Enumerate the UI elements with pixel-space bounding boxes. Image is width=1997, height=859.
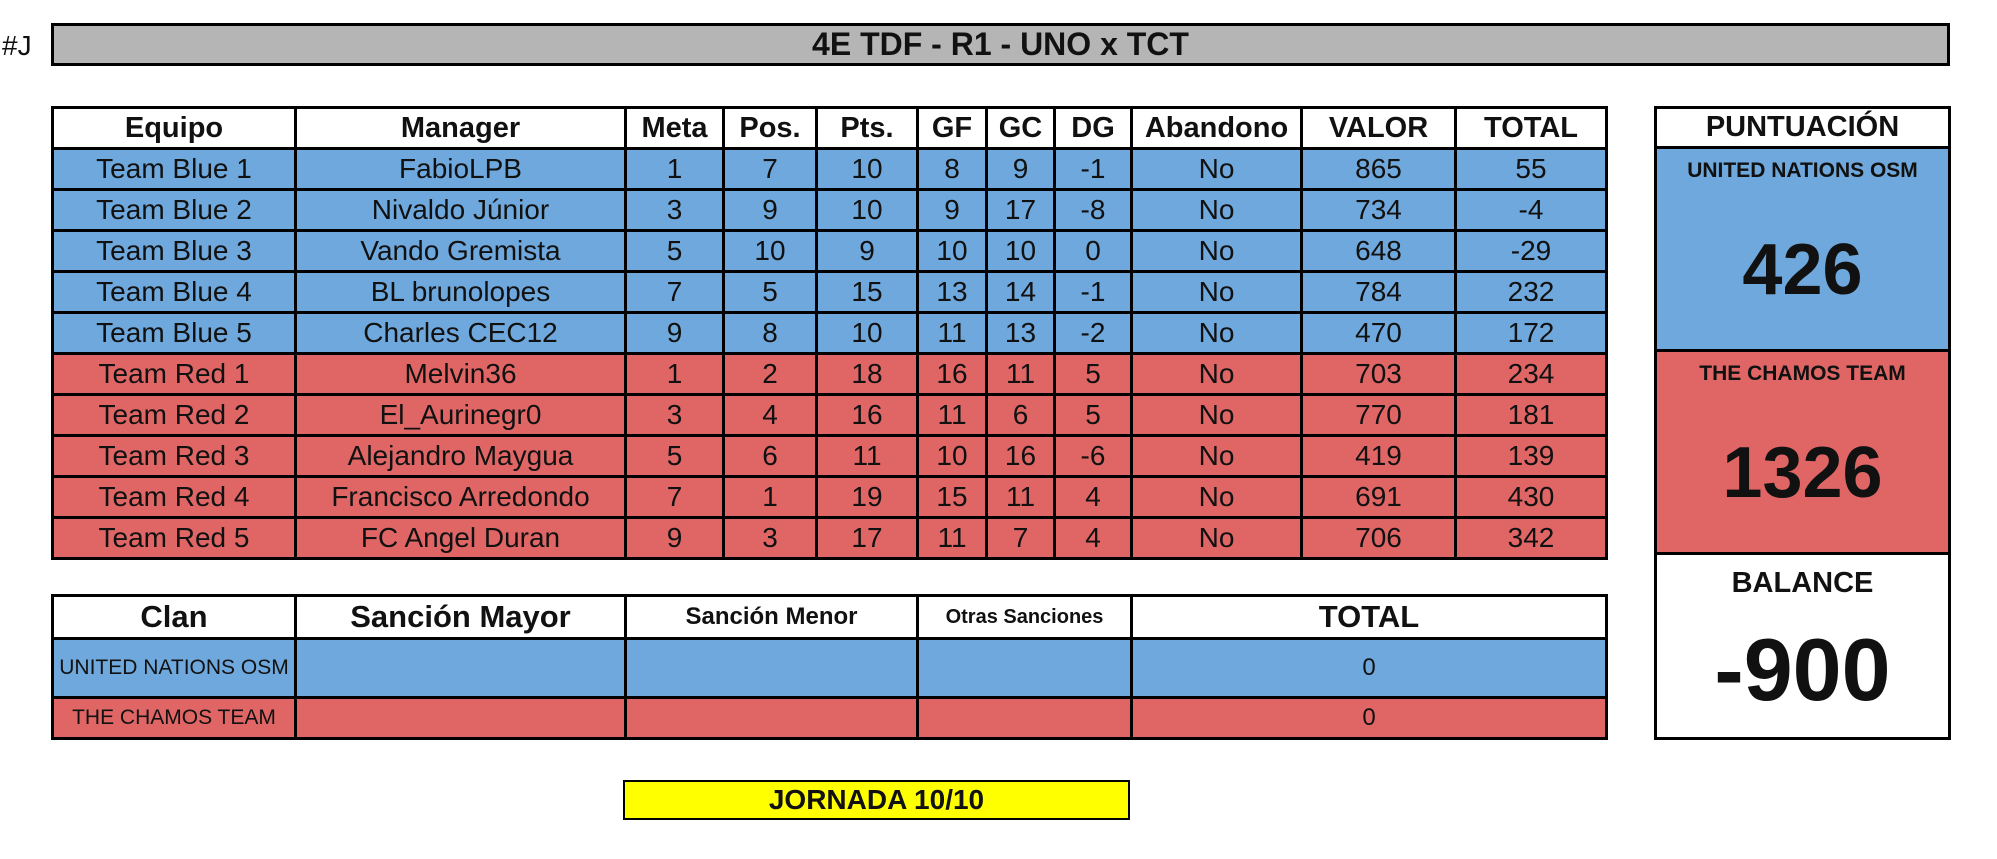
table-row: [53, 436, 1607, 477]
cell-meta: 5: [626, 231, 724, 272]
cell-dg: 4: [1055, 518, 1132, 559]
cell-gc: 11: [987, 354, 1055, 395]
cell-valor: 691: [1302, 477, 1456, 518]
cell-pos: 3: [724, 518, 817, 559]
cell-dg: -8: [1055, 190, 1132, 231]
cell-manager: Nivaldo Júnior: [296, 190, 626, 231]
cell-gf: 11: [918, 313, 987, 354]
cell-meta: 9: [626, 518, 724, 559]
sancion-menor-cell: [626, 639, 918, 698]
cell-gc: 11: [987, 477, 1055, 518]
sancion-menor-cell: [626, 698, 918, 739]
cell-pts: 11: [817, 436, 918, 477]
table-row: [53, 477, 1607, 518]
cell-pos: 10: [724, 231, 817, 272]
cell-equipo: Team Blue 4: [53, 272, 296, 313]
cell-equipo: Team Red 2: [53, 395, 296, 436]
cell-pts: 10: [817, 149, 918, 190]
cell-equipo: Team Red 3: [53, 436, 296, 477]
cell-manager: Francisco Arredondo: [296, 477, 626, 518]
cell-total: -4: [1456, 190, 1607, 231]
cell-pos: 4: [724, 395, 817, 436]
sancion-mayor-cell: [296, 639, 626, 698]
cell-valor: 470: [1302, 313, 1456, 354]
balance-value: -900: [1714, 620, 1891, 719]
cell-pts: 15: [817, 272, 918, 313]
cell-pts: 10: [817, 313, 918, 354]
col-header-meta: Meta: [626, 108, 724, 149]
cell-gf: 8: [918, 149, 987, 190]
cell-gf: 11: [918, 518, 987, 559]
sanction-row-blue: [53, 639, 1607, 698]
cell-dg: -2: [1055, 313, 1132, 354]
cell-valor: 734: [1302, 190, 1456, 231]
col-header-abandono: Abandono: [1132, 108, 1302, 149]
balance-label: BALANCE: [1731, 567, 1874, 599]
cell-dg: 0: [1055, 231, 1132, 272]
table-row: [53, 518, 1607, 559]
cell-manager: Charles CEC12: [296, 313, 626, 354]
table-row: [53, 190, 1607, 231]
col-header-sancion-mayor: Sanción Mayor: [296, 596, 626, 639]
cell-abandono: No: [1132, 231, 1302, 272]
table-row: [53, 231, 1607, 272]
cell-meta: 1: [626, 149, 724, 190]
col-header-total: TOTAL: [1456, 108, 1607, 149]
sanction-total-cell: 0: [1132, 639, 1607, 698]
cell-meta: 7: [626, 477, 724, 518]
cell-valor: 419: [1302, 436, 1456, 477]
score-header: PUNTUACIÓN: [1657, 109, 1948, 149]
cell-gc: 17: [987, 190, 1055, 231]
cell-total: 430: [1456, 477, 1607, 518]
cell-equipo: Team Red 1: [53, 354, 296, 395]
cell-manager: Melvin36: [296, 354, 626, 395]
cell-meta: 7: [626, 272, 724, 313]
cell-pts: 17: [817, 518, 918, 559]
cell-manager: FC Angel Duran: [296, 518, 626, 559]
cell-dg: -6: [1055, 436, 1132, 477]
cell-abandono: No: [1132, 518, 1302, 559]
cell-manager: Vando Gremista: [296, 231, 626, 272]
cell-gc: 7: [987, 518, 1055, 559]
cell-total: 234: [1456, 354, 1607, 395]
clan-name-cell: THE CHAMOS TEAM: [53, 698, 296, 739]
red-team-name: THE CHAMOS TEAM: [1699, 362, 1906, 385]
cell-valor: 865: [1302, 149, 1456, 190]
cell-gc: 6: [987, 395, 1055, 436]
cell-abandono: No: [1132, 477, 1302, 518]
cell-pos: 8: [724, 313, 817, 354]
cell-valor: 703: [1302, 354, 1456, 395]
cell-abandono: No: [1132, 272, 1302, 313]
cell-manager: FabioLPB: [296, 149, 626, 190]
jornada-badge: JORNADA 10/10: [623, 780, 1130, 820]
cell-valor: 784: [1302, 272, 1456, 313]
cell-abandono: No: [1132, 313, 1302, 354]
col-header-dg: DG: [1055, 108, 1132, 149]
col-header-equipo: Equipo: [53, 108, 296, 149]
col-header-otras-sanciones: Otras Sanciones: [918, 596, 1132, 639]
sancion-mayor-cell: [296, 698, 626, 739]
cell-meta: 5: [626, 436, 724, 477]
red-team-points: 1326: [1722, 433, 1883, 513]
table-row: [53, 149, 1607, 190]
cell-pos: 1: [724, 477, 817, 518]
balance-score: [1657, 555, 1948, 737]
cell-equipo: Team Blue 1: [53, 149, 296, 190]
cell-gf: 10: [918, 436, 987, 477]
cell-total: 232: [1456, 272, 1607, 313]
sanction-total-cell: 0: [1132, 698, 1607, 739]
cell-gf: 10: [918, 231, 987, 272]
red-team-score: [1657, 352, 1948, 555]
cell-total: -29: [1456, 231, 1607, 272]
sanctions-header-row: [53, 596, 1607, 639]
cell-pts: 16: [817, 395, 918, 436]
cell-meta: 1: [626, 354, 724, 395]
cell-gc: 13: [987, 313, 1055, 354]
blue-team-name: UNITED NATIONS OSM: [1687, 159, 1918, 182]
cell-dg: 5: [1055, 395, 1132, 436]
col-header-clan: Clan: [53, 596, 296, 639]
sheet-tag: #J: [2, 30, 32, 61]
otras-sanciones-cell: [918, 698, 1132, 739]
cell-gc: 10: [987, 231, 1055, 272]
standings-table: [51, 106, 1608, 560]
cell-total: 181: [1456, 395, 1607, 436]
cell-total: 342: [1456, 518, 1607, 559]
cell-gf: 9: [918, 190, 987, 231]
table-row: [53, 313, 1607, 354]
cell-abandono: No: [1132, 436, 1302, 477]
cell-meta: 3: [626, 190, 724, 231]
cell-equipo: Team Blue 3: [53, 231, 296, 272]
table-row: [53, 272, 1607, 313]
cell-equipo: Team Blue 5: [53, 313, 296, 354]
cell-pos: 2: [724, 354, 817, 395]
cell-gf: 16: [918, 354, 987, 395]
cell-manager: BL brunolopes: [296, 272, 626, 313]
cell-pos: 5: [724, 272, 817, 313]
cell-equipo: Team Blue 2: [53, 190, 296, 231]
cell-total: 172: [1456, 313, 1607, 354]
cell-pts: 19: [817, 477, 918, 518]
table-row: [53, 395, 1607, 436]
cell-manager: El_Aurinegr0: [296, 395, 626, 436]
sanctions-table: [51, 594, 1608, 740]
cell-meta: 9: [626, 313, 724, 354]
cell-pts: 18: [817, 354, 918, 395]
col-header-sanciones-total: TOTAL: [1132, 596, 1607, 639]
table-row: [53, 354, 1607, 395]
col-header-gf: GF: [918, 108, 987, 149]
cell-pts: 9: [817, 231, 918, 272]
cell-dg: 4: [1055, 477, 1132, 518]
cell-abandono: No: [1132, 149, 1302, 190]
cell-meta: 3: [626, 395, 724, 436]
cell-gc: 14: [987, 272, 1055, 313]
col-header-pts: Pts.: [817, 108, 918, 149]
cell-abandono: No: [1132, 190, 1302, 231]
col-header-manager: Manager: [296, 108, 626, 149]
cell-gc: 16: [987, 436, 1055, 477]
sanction-row-red: [53, 698, 1607, 739]
cell-equipo: Team Red 4: [53, 477, 296, 518]
cell-total: 139: [1456, 436, 1607, 477]
score-panel: [1654, 106, 1951, 740]
cell-valor: 648: [1302, 231, 1456, 272]
standings-header-row: [53, 108, 1607, 149]
cell-equipo: Team Red 5: [53, 518, 296, 559]
cell-gf: 13: [918, 272, 987, 313]
col-header-valor: VALOR: [1302, 108, 1456, 149]
cell-dg: -1: [1055, 272, 1132, 313]
blue-team-points: 426: [1742, 230, 1863, 310]
clan-name-cell: UNITED NATIONS OSM: [53, 639, 296, 698]
cell-dg: 5: [1055, 354, 1132, 395]
cell-pos: 7: [724, 149, 817, 190]
cell-total: 55: [1456, 149, 1607, 190]
page-title: 4E TDF - R1 - UNO x TCT: [51, 23, 1950, 66]
cell-gf: 11: [918, 395, 987, 436]
cell-manager: Alejandro Maygua: [296, 436, 626, 477]
col-header-pos: Pos.: [724, 108, 817, 149]
cell-abandono: No: [1132, 395, 1302, 436]
otras-sanciones-cell: [918, 639, 1132, 698]
cell-valor: 706: [1302, 518, 1456, 559]
blue-team-score: [1657, 149, 1948, 352]
col-header-sancion-menor: Sanción Menor: [626, 596, 918, 639]
cell-pos: 6: [724, 436, 817, 477]
cell-abandono: No: [1132, 354, 1302, 395]
cell-gf: 15: [918, 477, 987, 518]
cell-gc: 9: [987, 149, 1055, 190]
cell-pts: 10: [817, 190, 918, 231]
cell-pos: 9: [724, 190, 817, 231]
cell-dg: -1: [1055, 149, 1132, 190]
cell-valor: 770: [1302, 395, 1456, 436]
col-header-gc: GC: [987, 108, 1055, 149]
